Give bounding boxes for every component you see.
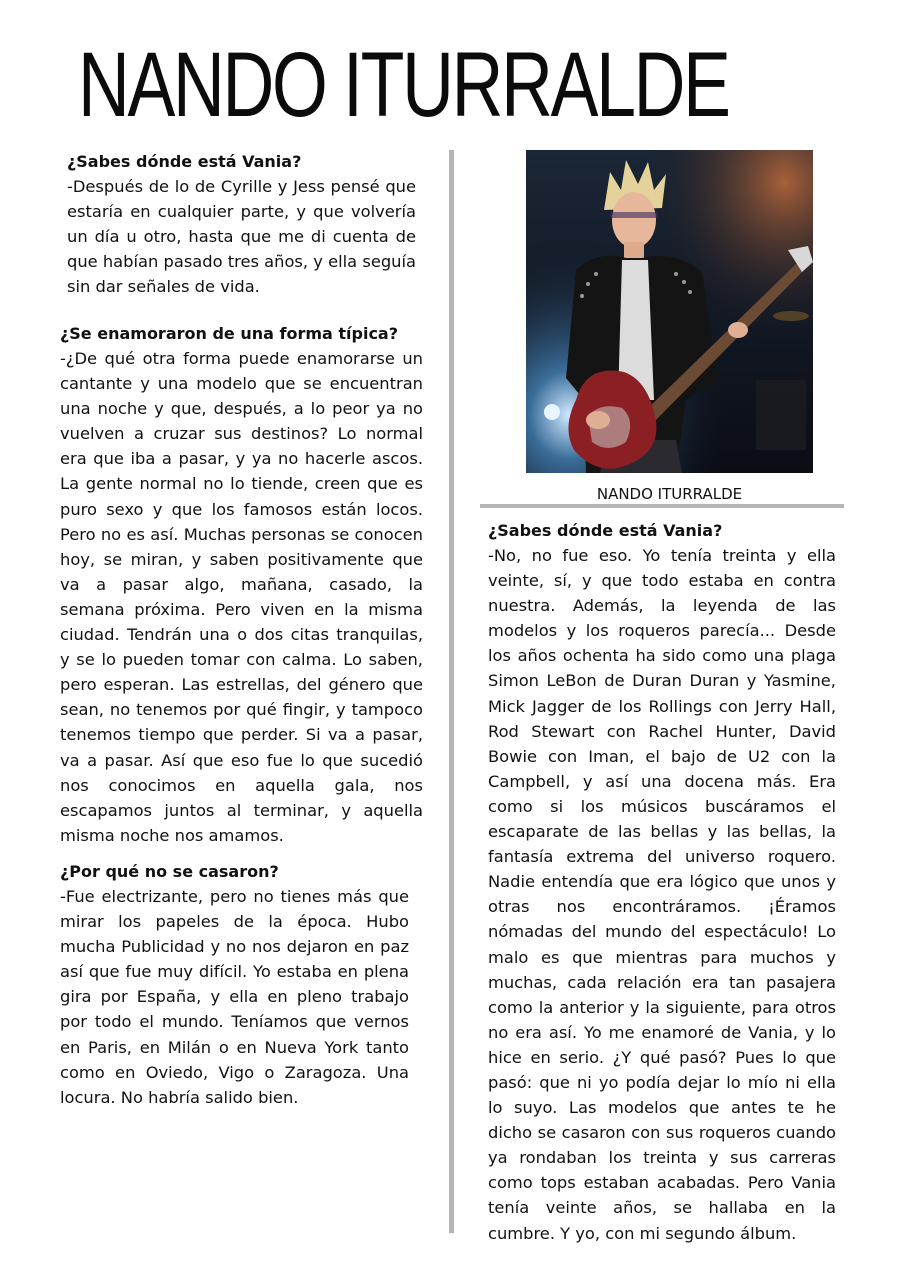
caption-divider [480,504,844,508]
column-divider [449,150,454,1233]
left-answer-1: -Después de lo de Cyrille y Jess pensé que estaría en cualquier parte, y que volvería un día u otro, hasta que me di cuenta de que habían pasado tres años, y ella seguía sin dar señales de vida. [67,177,416,297]
page-title: NANDO ITURRALDE [78,34,729,136]
left-question-1: ¿Sabes dónde está Vania? [67,152,302,171]
left-answer-3: -Fue electrizante, pero no tienes más que mirar los papeles de la época. Hubo mucha Publicidad y no nos dejaron en paz así que fue muy difícil. Yo estaba en plena gira por España, y ella en pleno trabajo por todo el mundo. Teníamos que vernos en Paris, en Milán o en Nueva York tanto como en Oviedo, Vigo o Zaragoza. Una locura. No habría salido bien. [60,887,409,1107]
left-question-3: ¿Por qué no se casaron? [60,862,279,881]
right-answer-1: -No, no fue eso. Yo tenía treinta y ella veinte, sí, y que todo estaba en contra nuestra. Además, la leyenda de las modelos y los roqueros parecía... Desde los años ochenta ha sido como una plaga Simon LeBon de Duran Duran y Yasmine, Mick Jagger de los Rollings con Jerry Hall, Rod Stewart con Rachel Hunter, David Bowie con Iman, el bajo de U2 con la Campbell, y así una docena más. Era como si los músicos buscáramos el escaparate de las bellas y las bellas, la fantasía extrema del universo roquero. Nadie entendía que era lógico que unos y otras nos encontráramos. ¡Éramos nómadas del mundo del espectáculo! Lo malo es que mientras para muchos y muchas, cada relación era tan pasajera como la anterior y la siguiente, para otros no era así. Yo me enamoré de Vania, y lo hice en serio. ¿Y qué pasó? Pues lo que pasó: que ni yo podía dejar lo mío ni ella lo suyo. Las modelos que antes te he dicho se casaron con sus roqueros cuando ya rondaban los treinta y sus carreras como tops estaban acabadas. Pero Vania tenía veinte años, se hallaba en la cumbre. Y yo, con mi segundo álbum. [488,546,836,1243]
left-question-2: ¿Se enamoraron de una forma típica? [60,324,398,343]
right-question-1: ¿Sabes dónde está Vania? [488,521,723,540]
guitarist-photo [526,150,813,473]
guitarist-photo-icon [526,150,813,473]
photo-caption: NANDO ITURRALDE [596,485,743,503]
left-answer-2: -¿De qué otra forma puede enamorarse un cantante y una modelo que se encuentran una noche y que, después, a lo peor ya no vuelven a cruzar sus destinos? Lo normal era que iba a pasar, y ya no hacerle ascos. La gente normal no lo tiende, creen que es puro sexo y que los famosos están locos. Pero no es así. Muchas personas se conocen hoy, se miran, y saben positivamente que va a pasar algo, mañana, casado, la semana próxima. Pero viven en la misma ciudad. Tendrán una o dos citas tranquilas, y se lo pueden tomar con calma. Lo saben, pero esperan. Las estrellas, del género que sean, no tenemos por qué fingir, y tampoco tenemos tiempo que perder. Si va a pasar, va a pasar. Así que eso fue lo que sucedió nos conocimos en aquella gala, nos escapamos juntos al terminar, y aquella misma noche nos amamos. [60,349,423,845]
